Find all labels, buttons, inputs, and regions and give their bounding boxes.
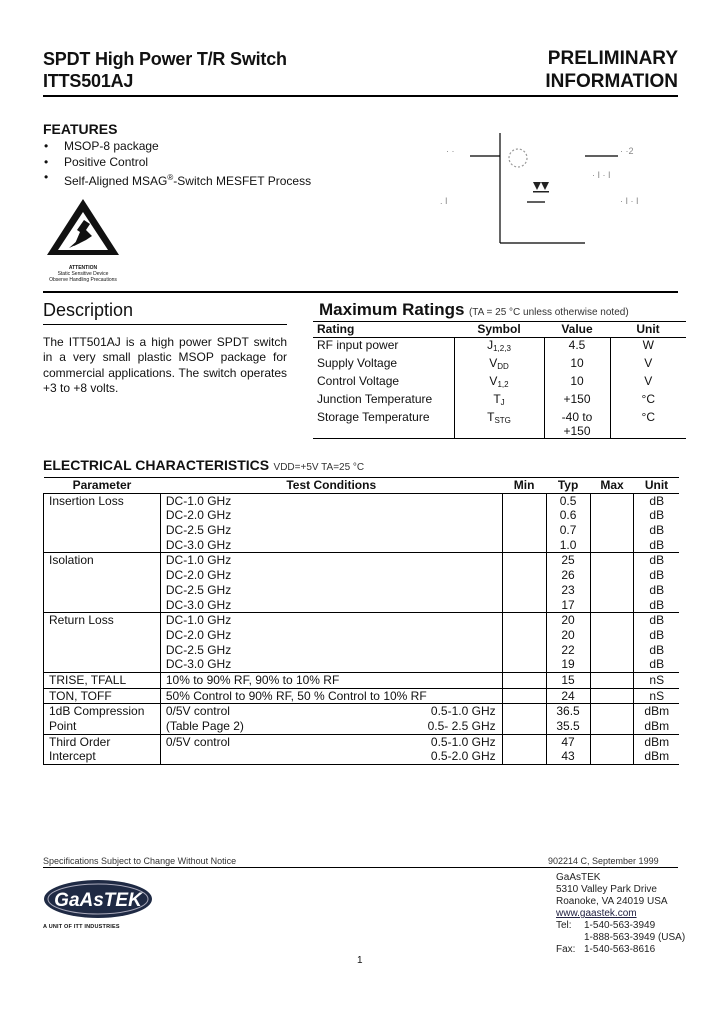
document-title	[43, 48, 287, 92]
electrical-row	[44, 657, 680, 672]
min-value	[502, 508, 546, 523]
feature-item: • Self-Aligned MSAG®-Switch MESFET Process	[44, 170, 311, 190]
logo-text: GaAsTEK	[54, 890, 142, 911]
test-condition: 10% to 90% RF, 90% to 10% RF	[160, 672, 502, 688]
parameter-name	[44, 523, 161, 538]
parameter-name: TON, TOFF	[44, 688, 161, 704]
unit-value: nS	[634, 688, 679, 704]
col-min: Min	[513, 478, 535, 492]
parameter-name: Point	[44, 719, 161, 734]
parameter-name	[44, 657, 161, 672]
rating-value: 10	[544, 374, 610, 392]
typ-value: 26	[546, 568, 590, 583]
electrical-row	[44, 538, 680, 553]
switch-schematic	[430, 128, 650, 248]
test-frequency: 0.5-1.0 GHz	[430, 704, 496, 719]
test-condition: DC-1.0 GHz	[160, 493, 502, 508]
page-number: 1	[357, 955, 363, 966]
max-value	[590, 568, 634, 583]
test-frequency: 0.5-2.0 GHz	[430, 749, 496, 764]
col-max: Max	[600, 478, 624, 492]
max-value	[590, 523, 634, 538]
typ-value: 47	[546, 734, 590, 749]
company-address	[556, 872, 686, 956]
test-condition: DC-1.0 GHz	[160, 613, 502, 628]
parameter-name	[44, 568, 161, 583]
rating-symbol: $V_{1,2}$	[454, 374, 544, 392]
min-value	[502, 643, 546, 658]
min-value	[502, 657, 546, 672]
parameter-name: Isolation	[44, 553, 161, 568]
unit-value: dB	[634, 598, 679, 613]
unit-value: dB	[634, 523, 679, 538]
electrical-row	[44, 688, 680, 704]
min-value	[502, 583, 546, 598]
electrical-row	[44, 628, 680, 643]
prelim-line-2: INFORMATION	[545, 71, 678, 92]
test-condition: DC-3.0 GHz	[160, 538, 502, 553]
electrical-row	[44, 553, 680, 568]
typ-value: 0.5	[546, 493, 590, 508]
electrical-row	[44, 613, 680, 628]
typ-value: 20	[546, 628, 590, 643]
electrical-condition: VDD=+5V TA=25 °C	[273, 462, 365, 473]
parameter-name: TRISE, TFALL	[44, 672, 161, 688]
electrical-row	[44, 523, 680, 538]
rating-name: Control Voltage	[317, 374, 400, 389]
col-unit: Unit	[644, 478, 669, 492]
typ-value: 43	[546, 749, 590, 764]
address-line: Roanoke, VA 24019 USA	[556, 896, 668, 907]
electrical-row	[44, 749, 680, 764]
unit-value: dB	[634, 643, 679, 658]
unit-value: dB	[634, 568, 679, 583]
parameter-name	[44, 583, 161, 598]
unit-value: dBm	[634, 719, 679, 734]
test-condition: DC-3.0 GHz	[160, 598, 502, 613]
max-value	[590, 704, 634, 719]
rating-value: 10	[544, 356, 610, 374]
header-rule	[43, 95, 678, 97]
typ-value: 35.5	[546, 719, 590, 734]
max-rating-row	[313, 338, 686, 357]
parameter-name	[44, 598, 161, 613]
typ-value: 15	[546, 672, 590, 688]
rating-symbol: $V_{DD}$	[454, 356, 544, 374]
description-rule	[43, 324, 287, 325]
parameter-name	[44, 643, 161, 658]
rating-unit: V	[610, 374, 686, 392]
electrical-row	[44, 734, 680, 749]
electrical-heading: ELECTRICAL CHARACTERISTICS	[43, 457, 270, 473]
test-condition: DC-2.0 GHz	[160, 508, 502, 523]
feature-item: • MSOP-8 package	[44, 139, 311, 155]
rating-symbol: $J_{1,2,3}$	[454, 338, 544, 357]
min-value	[502, 613, 546, 628]
max-value	[590, 583, 634, 598]
rating-name: Storage Temperature	[317, 410, 430, 425]
max-ratings-table-wrap	[313, 321, 686, 439]
test-condition: DC-2.5 GHz	[160, 583, 502, 598]
typ-value: 0.7	[546, 523, 590, 538]
min-value	[502, 704, 546, 719]
max-ratings-table	[313, 321, 686, 439]
max-value	[590, 688, 634, 704]
esd-warning	[44, 196, 122, 282]
unit-value: dB	[634, 493, 679, 508]
max-ratings-heading: Maximum Ratings	[319, 300, 465, 319]
electrical-row	[44, 672, 680, 688]
max-value	[590, 553, 634, 568]
rating-value: +150	[544, 392, 610, 410]
electrical-row	[44, 704, 680, 719]
max-value	[590, 538, 634, 553]
electrical-title	[43, 457, 364, 475]
unit-value: dB	[634, 553, 679, 568]
doc-code: 902214 C, September 1999	[548, 856, 659, 866]
max-value	[590, 672, 634, 688]
max-value	[590, 628, 634, 643]
section-rule	[43, 291, 678, 293]
min-value	[502, 672, 546, 688]
unit-value: dB	[634, 508, 679, 523]
rating-unit: °C	[610, 392, 686, 410]
max-value	[590, 643, 634, 658]
description-text: The ITT501AJ is a high power SPDT switch in a very small plastic MSOP package for commercial applications. The switch operates +3 to +8 volts.	[43, 335, 287, 395]
unit-value: dB	[634, 657, 679, 672]
typ-value: 36.5	[546, 704, 590, 719]
parameter-name: Return Loss	[44, 613, 161, 628]
max-value	[590, 598, 634, 613]
typ-value: 1.0	[546, 538, 590, 553]
typ-value: 17	[546, 598, 590, 613]
test-frequency: 0.5- 2.5 GHz	[427, 719, 496, 733]
address-line: 5310 Valley Park Drive	[556, 884, 657, 895]
feature-item: • Positive Control	[44, 155, 311, 171]
test-condition: (Table Page 2)	[160, 719, 382, 734]
max-ratings-title	[319, 300, 629, 320]
test-condition: 50% Control to 90% RF, 50 % Control to 10% RF	[160, 688, 502, 704]
rating-value: -40 to +150	[544, 410, 610, 439]
electrical-table	[43, 477, 679, 765]
typ-value: 22	[546, 643, 590, 658]
unit-value: dB	[634, 538, 679, 553]
unit-value: dB	[634, 613, 679, 628]
min-value	[502, 598, 546, 613]
test-condition: DC-2.5 GHz	[160, 643, 502, 658]
typ-value: 19	[546, 657, 590, 672]
rating-unit: V	[610, 356, 686, 374]
fax-line: Fax: 1-540-563-8616	[556, 944, 656, 955]
company-tagline: A UNIT OF ITT INDUSTRIES	[43, 924, 120, 930]
description-heading: Description	[43, 300, 134, 320]
test-condition	[160, 749, 382, 764]
rating-unit: W	[610, 338, 686, 357]
features-heading: FEATURES	[43, 121, 118, 137]
col-unit: Unit	[636, 322, 660, 336]
spec-note: Specifications Subject to Change Without Notice	[43, 856, 237, 866]
typ-value: 24	[546, 688, 590, 704]
max-value	[590, 719, 634, 734]
unit-value: nS	[634, 672, 679, 688]
col-typ: Typ	[557, 478, 579, 492]
title-line-1: SPDT High Power T/R Switch	[43, 49, 287, 69]
parameter-name	[44, 628, 161, 643]
min-value	[502, 493, 546, 508]
max-rating-row	[313, 410, 686, 439]
rating-name: RF input power	[317, 338, 399, 353]
tel-line: Tel: 1-540-563-3949	[556, 920, 656, 931]
electrical-table-wrap	[43, 477, 679, 765]
typ-value: 23	[546, 583, 590, 598]
parameter-name: Third Order	[44, 734, 161, 749]
min-value	[502, 719, 546, 734]
max-value	[590, 508, 634, 523]
typ-value: 0.6	[546, 508, 590, 523]
schematic-label: · ·	[446, 146, 455, 156]
typ-value: 25	[546, 553, 590, 568]
rating-value: 4.5	[544, 338, 610, 357]
max-rating-row	[313, 392, 686, 410]
test-condition: DC-1.0 GHz	[160, 553, 502, 568]
footer-rule	[43, 867, 678, 868]
gaastek-logo	[43, 878, 158, 920]
min-value	[502, 749, 546, 764]
col-symbol: Symbol	[477, 322, 521, 336]
max-value	[590, 657, 634, 672]
rating-name: Supply Voltage	[317, 356, 398, 371]
max-ratings-condition: (TA = 25 °C unless otherwise noted)	[468, 307, 629, 318]
unit-value: dBm	[634, 704, 679, 719]
min-value	[502, 553, 546, 568]
min-value	[502, 523, 546, 538]
address-line: GaAsTEK	[556, 872, 601, 883]
tel-line-2: 1-888-563-3949 (USA)	[584, 932, 686, 943]
max-value	[590, 734, 634, 749]
parameter-name	[44, 508, 161, 523]
parameter-name: Insertion Loss	[44, 493, 161, 508]
test-condition: DC-3.0 GHz	[160, 657, 502, 672]
min-value	[502, 688, 546, 704]
website-link[interactable]: www.gaastek.com	[556, 908, 637, 919]
unit-value: dB	[634, 628, 679, 643]
schematic-label: · ·2	[620, 146, 634, 156]
electrical-row	[44, 643, 680, 658]
unit-value: dBm	[634, 734, 679, 749]
electrical-row	[44, 598, 680, 613]
electrical-row	[44, 568, 680, 583]
preliminary-label	[545, 47, 678, 93]
test-condition: 0/5V control	[160, 704, 382, 719]
prelim-line-1: PRELIMINARY	[547, 48, 678, 69]
electrical-row	[44, 583, 680, 598]
unit-value: dBm	[634, 749, 679, 764]
col-parameter: Parameter	[72, 478, 132, 492]
esd-caption: ATTENTION Static Sensitive Device Observe Handling Precautions	[49, 265, 117, 283]
test-condition: DC-2.5 GHz	[160, 523, 502, 538]
company-logo	[43, 878, 158, 930]
max-value	[590, 493, 634, 508]
rating-symbol: $T_{STG}$	[454, 410, 544, 439]
parameter-name: 1dB Compression	[44, 704, 161, 719]
parameter-name	[44, 538, 161, 553]
electrical-row	[44, 719, 680, 734]
min-value	[502, 734, 546, 749]
max-rating-row	[313, 356, 686, 374]
unit-value: dB	[634, 583, 679, 598]
features-list	[44, 139, 311, 190]
part-number: ITTS501AJ	[43, 71, 134, 91]
schematic-label: · I · I	[592, 170, 611, 180]
rating-name: Junction Temperature	[317, 392, 433, 407]
schematic-label: . I	[440, 196, 448, 206]
test-condition: DC-2.0 GHz	[160, 628, 502, 643]
electrical-row	[44, 508, 680, 523]
max-value	[590, 749, 634, 764]
rating-unit: °C	[610, 410, 686, 439]
parameter-name: Intercept	[44, 749, 161, 764]
electrical-row	[44, 493, 680, 508]
typ-value: 20	[546, 613, 590, 628]
test-condition: 0/5V control	[160, 734, 382, 749]
schematic-label: · I · I	[620, 196, 639, 206]
col-test-conditions: Test Conditions	[286, 478, 377, 492]
col-value: Value	[561, 322, 593, 336]
test-frequency: 0.5-1.0 GHz	[430, 734, 496, 749]
test-condition: DC-2.0 GHz	[160, 568, 502, 583]
esd-triangle-icon	[44, 196, 122, 258]
min-value	[502, 628, 546, 643]
rating-symbol: $T_J$	[454, 392, 544, 410]
min-value	[502, 538, 546, 553]
max-value	[590, 613, 634, 628]
min-value	[502, 568, 546, 583]
col-rating: Rating	[317, 322, 355, 336]
max-rating-row	[313, 374, 686, 392]
